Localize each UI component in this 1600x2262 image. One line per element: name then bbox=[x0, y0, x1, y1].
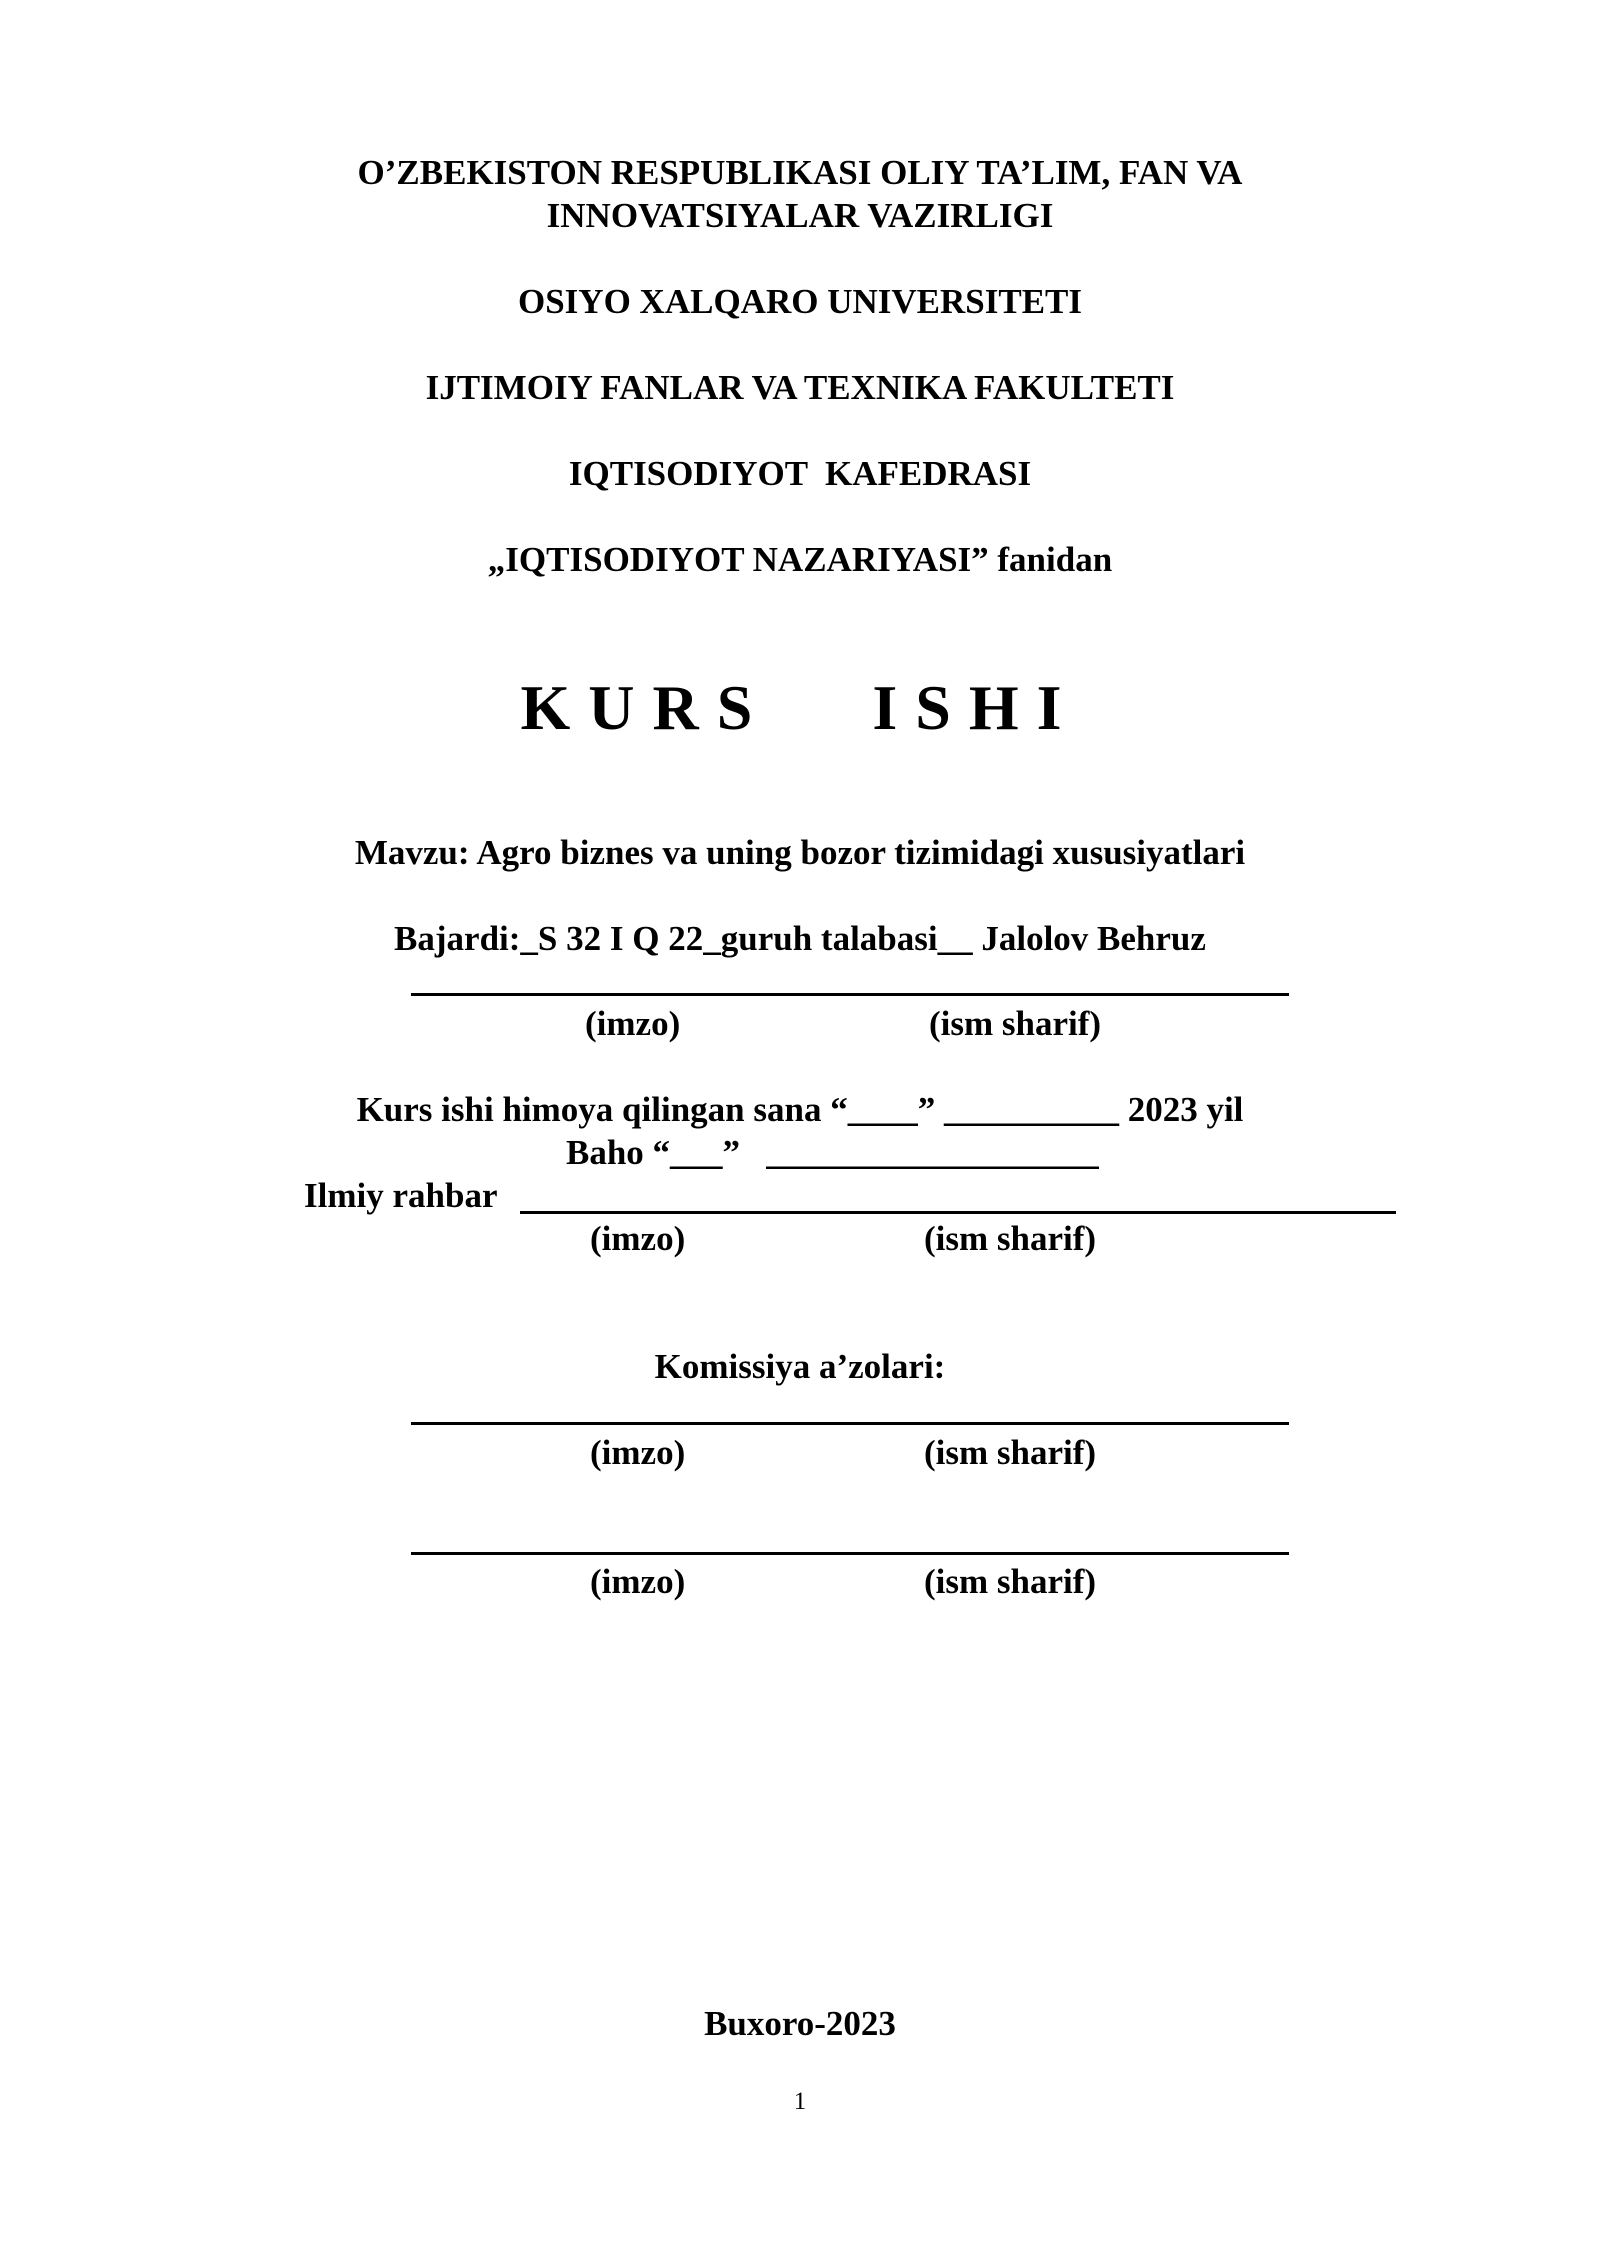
performer-line: Bajardi:_S 32 I Q 22_guruh talabasi__ Jalolov Behruz bbox=[394, 919, 1206, 958]
commission-member-2-rule bbox=[411, 1552, 1289, 1555]
grade-line: Baho “___” ___________________ bbox=[566, 1133, 1099, 1172]
commission-member-2-imzo-label: (imzo) bbox=[590, 1562, 686, 1601]
topic-line: Mavzu: Agro biznes va uning bozor tizimidagi xususiyatlari bbox=[354, 833, 1246, 872]
place-year: Buxoro-2023 bbox=[704, 2004, 896, 2043]
supervisor-label: Ilmiy rahbar bbox=[304, 1176, 498, 1215]
performer-name-label: (ism sharif) bbox=[929, 1004, 1102, 1043]
university-name: OSIYO XALQARO UNIVERSITETI bbox=[517, 282, 1083, 321]
performer-signature-rule bbox=[411, 993, 1289, 996]
supervisor-name-label: (ism sharif) bbox=[924, 1219, 1097, 1258]
performer-imzo-label: (imzo) bbox=[585, 1004, 681, 1043]
department-name: IQTISODIYOT KAFEDRASI bbox=[568, 454, 1032, 493]
ministry-line-1: O’ZBEKISTON RESPUBLIKASI OLIY TA’LIM, FAN VA bbox=[357, 153, 1243, 192]
commission-heading: Komissiya a’zolari: bbox=[654, 1347, 946, 1386]
commission-member-2-name-label: (ism sharif) bbox=[924, 1562, 1097, 1601]
faculty-name: IJTIMOIY FANLAR VA TEXNIKA FAKULTETI bbox=[425, 368, 1175, 407]
defense-date-line: Kurs ishi himoya qilingan sana “____” __________ 2023 yil bbox=[356, 1090, 1244, 1129]
page-number: 1 bbox=[793, 2088, 807, 2115]
subject-line: „IQTISODIYOT NAZARIYASI” fanidan bbox=[487, 540, 1113, 579]
supervisor-imzo-label: (imzo) bbox=[590, 1219, 686, 1258]
commission-member-1-rule bbox=[411, 1422, 1289, 1425]
ministry-line-2: INNOVATSIYALAR VAZIRLIGI bbox=[546, 196, 1054, 235]
document-title: KURS ISHI bbox=[520, 672, 1080, 743]
commission-member-1-imzo-label: (imzo) bbox=[590, 1433, 686, 1472]
commission-member-1-name-label: (ism sharif) bbox=[924, 1433, 1097, 1472]
supervisor-signature-rule bbox=[520, 1211, 1396, 1214]
